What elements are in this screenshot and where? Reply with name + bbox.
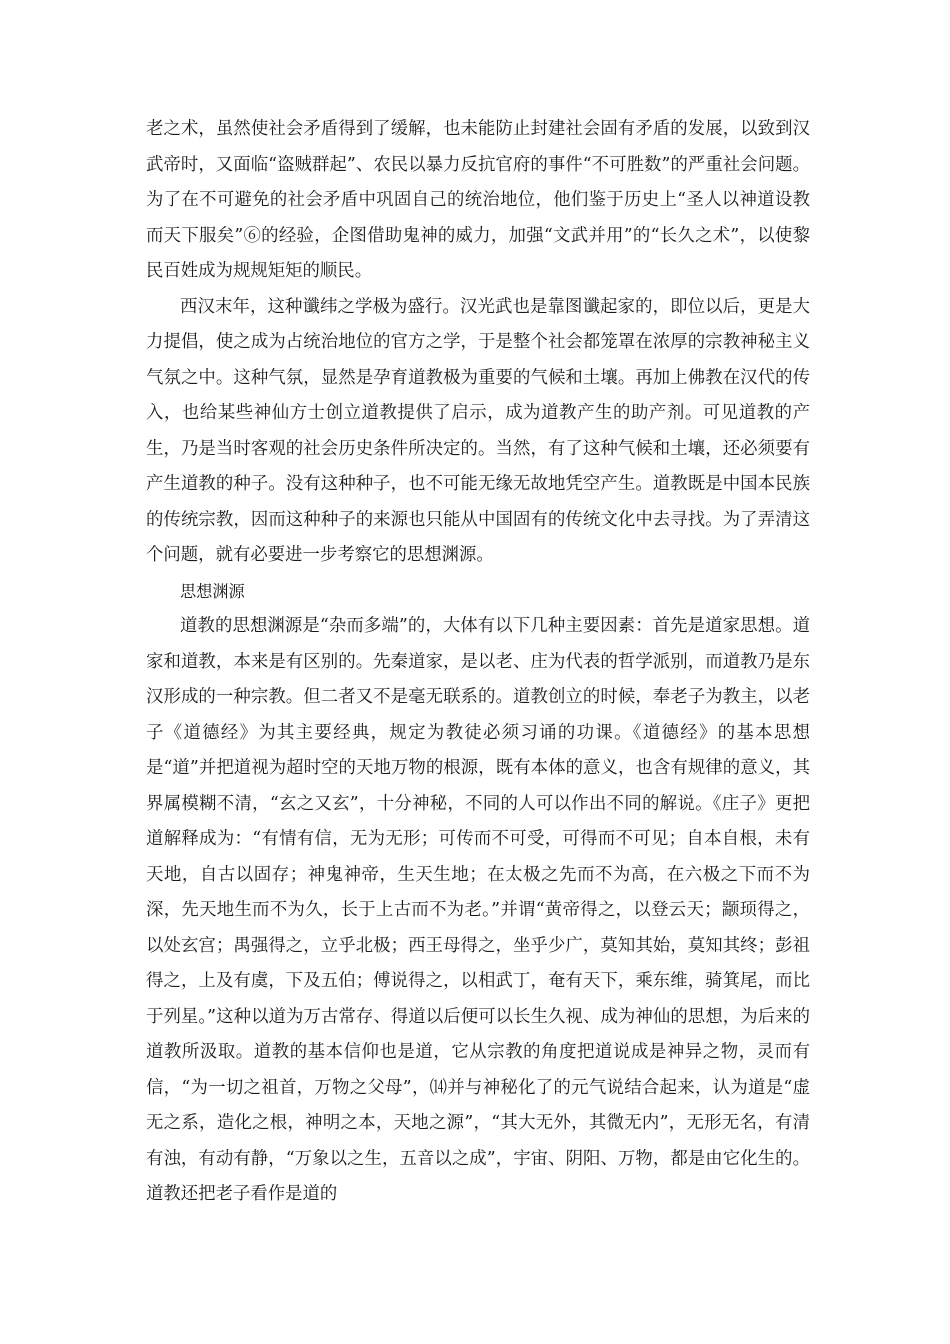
paragraph-2: 西汉末年，这种谶纬之学极为盛行。汉光武也是靠图谶起家的，即位以后，更是大力提倡，使之成为占统治地位的官方之学，于是整个社会都笼罩在浓厚的宗教神秘主义气氛之中。这种气氛，显然是孕育道教极为重要的气候和土壤。再加上佛教在汉代的传入，也给某些神仙方士创立道教提供了启示，成为道教产生的助产剂。可见道教的产生，乃是当时客观的社会历史条件所决定的。当然，有了这种气候和土壤，还必须要有产生道教的种子。没有这种种子，也不可能无缘无故地凭空产生。道教既是中国本民族的传统宗教，因而这种种子的来源也只能从中国固有的传统文化中去寻找。为了弄清这个问题，就有必要进一步考察它的思想渊源。 — [146, 296, 810, 565]
paragraph-1: 老之术，虽然使社会矛盾得到了缓解，也未能防止封建社会固有矛盾的发展，以致到汉武帝时，又面临“盗贼群起”、农民以暴力反抗官府的事件“不可胜数”的严重社会问题。为了在不可避免的社会矛盾中巩固自己的统治地位，他们鉴于历史上“圣人以神道设教而天下服矣”⑥的经验，企图借助鬼神的威力，加强“文武并用”的“长久之术”，以使黎民百姓成为规规矩矩的顺民。 — [146, 119, 810, 281]
section-heading: 思想渊源 — [180, 581, 245, 601]
paragraph-3: 道教的思想渊源是“杂而多端”的，大体有以下几种主要因素：首先是道家思想。道家和道教，本来是有区别的。先秦道家，是以老、庄为代表的哲学派别，而道教乃是东汉形成的一种宗教。但二者又不是毫无联系的。道教创立的时候，奉老子为教主，以老子《道德经》为其主要经典，规定为教徒必须习诵的功课。《道德经》的基本思想是“道”并把道视为超时空的天地万物的根源，既有本体的意义，也含有规律的意义，其界属模糊不清，“玄之又玄”，十分神秘，不同的人可以作出不同的解说。《庄子》更把道解释成为：“有情有信，无为无形；可传而不可受，可得而不可见；自本自根，未有天地，自古以固存；神鬼神帝，生天生地；在太极之先而不为高，在六极之下而不为深，先天地生而不为久，长于上古而不为老。”并谓“黄帝得之，以登云天；颛顼得之，以处玄宫；禺强得之，立乎北极；西王母得之，坐乎少广，莫知其始，莫知其终；彭祖得之，上及有虞，下及五伯；傅说得之，以相武丁，奄有天下，乘东维，骑箕尾，而比于列星。”这种以道为万古常存、得道以后便可以长生久视、成为神仙的思想，为后来的道教所汲取。道教的基本信仰也是道，它从宗教的角度把道说成是神异之物，灵而有信，“为一切之祖首，万物之父母”，⒁并与神秘化了的元气说结合起来，认为道是“虚无之系，造化之根，神明之本，天地之源”，“其大无外，其微无内”，无形无名，有清有浊，有动有静，“万象以之生，五音以之成”，宇宙、阴阳、万物，都是由它化生的。道教还把老子看作是道的 — [146, 616, 810, 1204]
document-body — [146, 112, 810, 1213]
